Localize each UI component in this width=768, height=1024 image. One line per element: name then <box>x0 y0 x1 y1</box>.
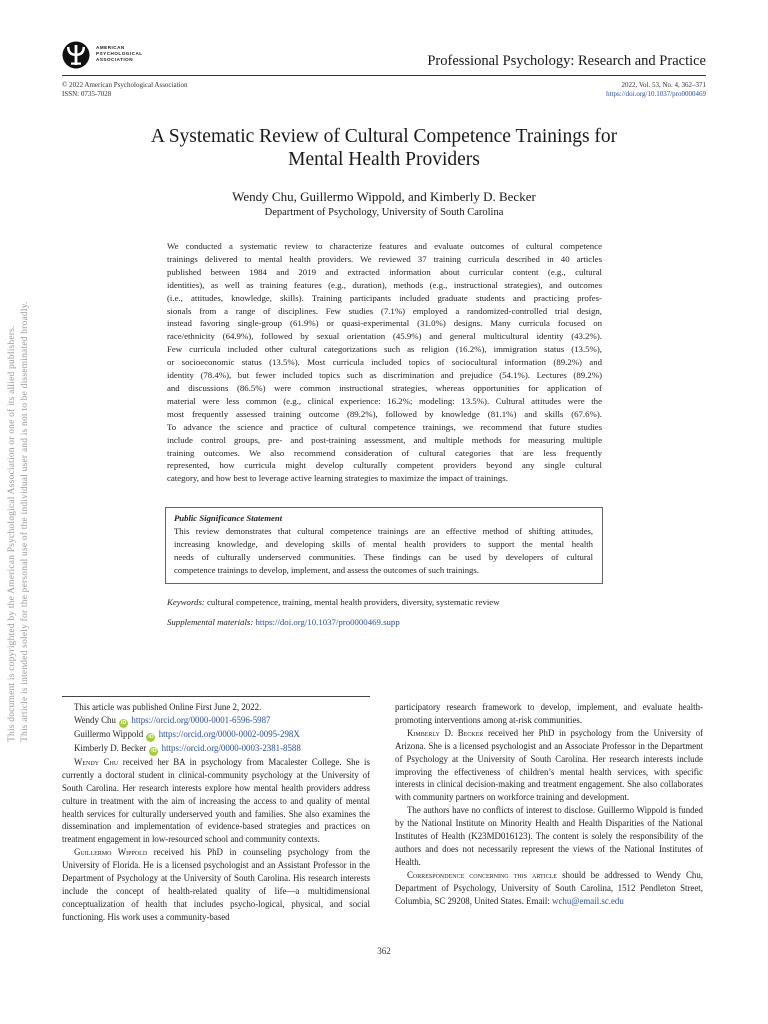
public-significance-line: needs of culturally underserved communities. These findings can be used by developers of cultural <box>174 552 593 562</box>
email-link[interactable]: wchu@email.sc.edu <box>552 895 624 906</box>
abstract-line: category, and how best to leverage active learning strategies to maximize the impact of trainings. <box>167 473 508 484</box>
abstract-line: and discussions (86.5%) were common instructional strategies, whereas opportunities for application of <box>167 382 602 393</box>
journal-title: Professional Psychology: Research and Practice <box>427 53 706 69</box>
published-note: This article was published Online First June 2, 2022. <box>74 702 262 712</box>
public-significance-title: Public Significance Statement <box>174 513 283 523</box>
volume-block <box>606 81 706 98</box>
conflict-statement: The authors have no conflicts of interest to disclose. Guillermo Wippold is funded by the National Institute on Minority Health and Health Disparities of the National Institutes of Health (K23MD016123). The content is solely the responsibility of the authors and does not necessarily represent the views of the National Institutes of Health. <box>395 805 703 867</box>
supplemental-materials <box>167 617 400 627</box>
abstract-line: instead favoring single-group (61.9%) or quasi-experimental (31.0%) designs. Many curricula focused on <box>167 318 602 329</box>
abstract-line: Few curricula included other cultural categorizations such as religion (16.2%), immigration status (13.5%), <box>167 344 602 355</box>
header-rule <box>62 75 706 76</box>
public-significance-text <box>174 525 593 577</box>
orcid-icon: iD <box>151 747 157 754</box>
bio-wippold-continued: participatory research framework to develop, implement, and evaluate health-promoting interventions among at-risk communities. <box>395 702 703 725</box>
author-list: Wendy Chu, Guillermo Wippold, and Kimberly D. Becker <box>232 189 536 204</box>
abstract-line: trainings delivered to mental health providers. We reviewed 37 training curricula described in 40 articles <box>167 253 602 264</box>
orcid-icon: iD <box>148 733 154 740</box>
abstract-line: identity (78.4%), but fewer included topics such as discrimination and prejudice (54.1%). Lectures (89.2%) <box>167 370 602 381</box>
footnote-rule <box>62 696 370 697</box>
orcid-icon: iD <box>120 719 127 726</box>
abstract-line: (i.e., attitudes, knowledge, skills). Training participants included graduate students and practicing profes- <box>167 292 602 303</box>
orcid-link-wippold[interactable]: https://orcid.org/0000-0002-0095-298X <box>158 728 300 739</box>
orcid-becker: Kimberly D. Becker iD https://orcid.org/0000-0003-2381-8588 <box>74 742 301 754</box>
abstract-line: identities), as well as training features (e.g., duration), methods (e.g., instructional strategies), and outcomes <box>167 279 602 290</box>
doi-link[interactable]: https://doi.org/10.1037/pro0000469 <box>606 89 706 98</box>
author-note-right-column <box>395 701 703 908</box>
abstract-line: include control groups, pre- and post-training assessment, and multiple methods for measuring multiple <box>167 434 602 445</box>
abstract-line: published between 1984 and 2019 and extracted information about curricular content (e.g., cultural <box>167 266 602 277</box>
abstract-line: or socioeconomic status (13.5%). Most curricula included topics of sociocultural information (89.2%) and <box>167 357 602 368</box>
keywords-text: cultural competence, training, mental health providers, diversity, systematic review <box>207 597 500 607</box>
abstract-line: represented, how curricula might develop culturally competent providers beyond any single cultural <box>167 460 602 471</box>
supplemental-link[interactable]: https://doi.org/10.1037/pro0000469.supp <box>255 617 400 627</box>
supplemental-label: Supplemental materials: <box>167 617 254 627</box>
abstract-line: To advance the science and practice of cultural competence trainings, we recommend that future studies <box>167 421 602 432</box>
abstract <box>167 240 602 485</box>
article-title: A Systematic Review of Cultural Competence Trainings for Mental Health Providers <box>150 126 618 170</box>
copyright-block <box>62 81 187 98</box>
affiliation: Department of Psychology, University of South Carolina <box>264 207 504 218</box>
keywords-label: Keywords: <box>167 597 205 607</box>
public-significance-box <box>165 507 603 584</box>
public-significance-line: increasing knowledge, and developing skills of mental health providers to support the mental health <box>174 539 593 549</box>
public-significance-line: This review demonstrates that cultural competence trainings are an effective method of shifting attitudes, <box>174 526 593 536</box>
bio-wippold: Guillermo Wippold received his PhD in counseling psychology from the University of Florida. He is a licensed psychologist and an Assistant Professor in the Department of Psychology at the University of South Carolina. His research interests include the concept of health-related quality of life—a multidimensional conceptualization of health that includes psycho-logical, physical, and social functioning. His work uses a community-based <box>62 847 371 922</box>
author-note-left-column <box>62 701 370 924</box>
orcid-link-becker[interactable]: https://orcid.org/0000-0003-2381-8588 <box>161 742 301 753</box>
apa-logo-icon <box>62 41 90 69</box>
volume-info: 2022, Vol. 53, No. 4, 362–371 <box>621 81 706 89</box>
page-number: 362 <box>377 946 391 956</box>
abstract-line: sionals from a range of disciplines. Few studies (7.1%) employed a randomized-controlled trial design, <box>167 305 602 316</box>
abstract-line: training outcomes. We also recommend consideration of cultural categories that are less frequently <box>167 447 602 458</box>
orcid-link-chu[interactable]: https://orcid.org/0000-0001-6596-5987 <box>131 714 271 725</box>
correspondence: Correspondence concerning this article should be addressed to Wendy Chu, Department of Psychology, University of South Carolina, 1512 Pendleton Street, Columbia, SC 29208, United States. Email: wchu@email.sc.edu <box>395 869 703 906</box>
abstract-line: We conducted a systematic review to characterize features and evaluate outcomes of cultural competence <box>167 241 602 251</box>
orcid-wippold: Guillermo Wippold iD https://orcid.org/0000-0002-0095-298X <box>74 728 300 740</box>
abstract-line: most frequently assessed training outcome (89.2%), followed by knowledge (81.1%) and skills (67.6%). <box>167 408 602 419</box>
abstract-line: race/ethnicity (64.9%), followed by sexual orientation (45.9%) and general multicultural identity (43.2%). <box>167 331 602 342</box>
bio-becker: Kimberly D. Becker received her PhD in psychology from the University of Arizona. She is a licensed psychologist and an Associate Professor in the Department of Psychology at the University of South Carolina. Her research interests include improving the effectiveness of children’s mental health services, with specific interests in clinical decision-making and treatment engagement. She also collaborates with community partners on workforce training and development. <box>395 727 703 803</box>
apa-wordmark: AMERICAN PSYCHOLOGICAL ASSOCIATION <box>96 45 143 62</box>
issn-text: ISSN: 0735-7028 <box>62 89 112 98</box>
keywords <box>167 597 500 607</box>
copyright-notice-line1: This document is copyrighted by the American Psychological Association or one of its allied publishers. <box>7 325 17 742</box>
public-significance-line: competence trainings to develop, implement, and assess the outcomes of such trainings. <box>174 565 479 575</box>
copyright-text: © 2022 American Psychological Association <box>62 81 188 89</box>
orcid-chu: Wendy Chu iD https://orcid.org/0000-0001-6596-5987 <box>74 714 271 726</box>
abstract-line: material were less common (e.g., clinical experience: 16.2%; modeling: 13.5%). Cultural attitudes were the <box>167 395 602 406</box>
bio-chu: Wendy Chu received her BA in psychology from Macalester College. She is currently a doctoral student in clinical-community psychology at the University of South Carolina. Her research interests explore how mental health providers address culture in treatment with the aim of increasing the access to and quality of mental health services for culturally underserved youth and families. She also examines the dissemination and implementation of evidence-based strategies and practices on treatment engagement in low-resourced school and community contexts. <box>62 756 370 845</box>
copyright-notice-line2: This article is intended solely for the personal use of the individual user and is not to be disseminated broadly. <box>19 301 30 742</box>
